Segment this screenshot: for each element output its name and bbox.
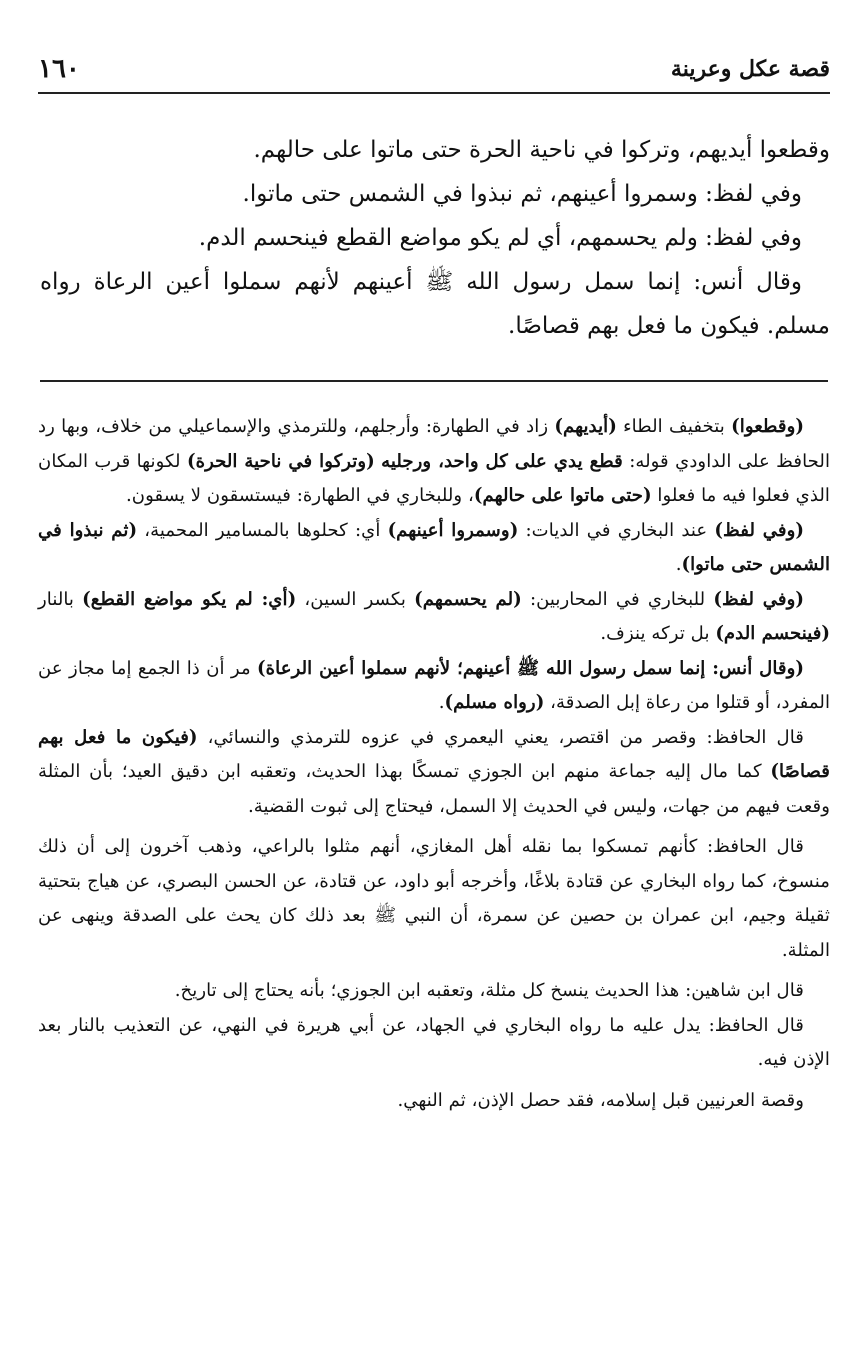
commentary-text: ، وللبخاري في الطهارة: فيستسقون لا يسقون.: [125, 485, 474, 506]
commentary-text: أي: كحلوها بالمسامير المحمية،: [137, 519, 388, 541]
quoted-term: (وقال أنس: إنما سمل رسول الله ﷺ أعينهم؛ لأنهم سملوا أعين الرعاة): [257, 657, 804, 679]
commentary-paragraph-8: قال الحافظ: يدل عليه ما رواه البخاري في الجهاد، عن أبي هريرة في النهي، عن التعذيب بالنار بعد الإذن فيه.: [38, 1014, 830, 1070]
main-paragraph-1: وقطعوا أيديهم، وتركوا في ناحية الحرة حتى ماتوا على حالهم.: [253, 137, 830, 163]
commentary-text: للبخاري في المحاربين:: [521, 588, 714, 610]
quoted-term: (وفي لفظ): [714, 519, 805, 541]
commentary-paragraph-2: [38, 514, 830, 583]
commentary-text: قال الحافظ: وقصر من اقتصر، يعني اليعمري في عزوه للترمذي والنسائي،: [197, 726, 804, 748]
quoted-term: (أي: لم يكو مواضع القطع): [82, 588, 297, 610]
page-number: ١٦٠: [38, 54, 80, 84]
commentary: [38, 410, 830, 1118]
commentary-paragraph-9: وقصة العرنيين قبل إسلامه، فقد حصل الإذن، ثم النهي.: [397, 1089, 804, 1111]
commentary-text: عند البخاري في الديات:: [518, 519, 715, 541]
commentary-text: مر أن ذا الجمع إما مجاز عن المفرد، أو قتلوا من رعاة إبل الصدقة،: [38, 657, 830, 713]
main-text: [40, 128, 830, 348]
commentary-text: .: [675, 554, 682, 575]
header-rule: [38, 92, 830, 94]
quoted-term: قطع يدي على كل واحد، ورجليه: [381, 450, 623, 472]
commentary-text: بالنار: [38, 588, 83, 610]
commentary-paragraph-7: قال ابن شاهين: هذا الحديث ينسخ كل مثلة، وتعقبه ابن الجوزي؛ بأنه يحتاج إلى تاريخ.: [174, 980, 804, 1001]
commentary-text: لكونها قرب المكان الذي فعلوا فيه ما فعلوا: [38, 450, 830, 506]
commentary-paragraph-3: [38, 583, 830, 652]
quoted-term: (ثم نبذوا في الشمس حتى ماتوا): [38, 519, 830, 575]
commentary-text: بتخفيف الطاء: [616, 416, 732, 437]
commentary-paragraph-1: [38, 410, 830, 514]
commentary-paragraph-4: [38, 652, 830, 721]
quoted-term: (لم يحسمهم): [414, 588, 522, 610]
main-paragraph-3: وفي لفظ: ولم يحسمهم، أي لم يكو مواضع القطع فينحسم الدم.: [198, 225, 802, 251]
commentary-text: كما مال إليه جماعة منهم ابن الجوزي تمسكًا بهذا الحديث، وتعقبه ابن دقيق العيد؛ بأن المثلة وقعت فيهم من جهات، وليس في الحديث إلا السمل، فيحتاج إلى ثبوت القضية.: [38, 761, 830, 817]
quoted-term: (رواه مسلم): [444, 692, 545, 713]
page-header: [38, 50, 830, 88]
commentary-text: .: [438, 692, 445, 713]
quoted-term: (وسمروا أعينهم): [387, 519, 519, 541]
main-paragraph-4: وقال أنس: إنما سمل رسول الله ﷺ أعينهم لأنهم سملوا أعين الرعاة رواه مسلم. فيكون ما فعل بهم قصاصًا.: [40, 269, 830, 339]
quoted-term: (وتركوا في ناحية الحرة): [186, 450, 375, 472]
quoted-term: (وفي لفظ): [713, 588, 805, 610]
running-title: قصة عكل وعرينة: [670, 56, 830, 82]
quoted-term: (فينحسم الدم): [715, 623, 830, 644]
main-paragraph-2: وفي لفظ: وسمروا أعينهم، ثم نبذوا في الشمس حتى ماتوا.: [242, 181, 802, 207]
commentary-text: زاد في الطهارة: وأرجلهم، وللترمذي والإسماعيلي من خلاف، وبها رد الحافظ على الداودي قوله:: [38, 416, 830, 472]
quoted-term: (وقطعوا): [731, 416, 804, 437]
commentary-paragraph-5: [38, 721, 830, 825]
commentary-text: بل تركه ينزف.: [600, 623, 716, 644]
quoted-term: (أيديهم): [554, 416, 617, 437]
commentary-text: بكسر السين،: [296, 588, 415, 610]
commentary-paragraph-6: قال الحافظ: كأنهم تمسكوا بما نقله أهل المغازي، أنهم مثلوا بالراعي، وذهب آخرون إلى أن ذلك منسوخ، كما رواه البخاري عن قتادة بلاغًا، وأخرجه أبو داود، عن قتادة، عن الحسن البصري، عن هياج بتحتية ثقيلة وجيم، ابن عمران بن حصين عن سمرة، أن النبي ﷺ بعد ذلك كان يحث على الصدقة وينهى عن المثلة.: [38, 836, 830, 961]
quoted-term: (فيكون ما فعل بهم قصاصًا): [38, 726, 830, 782]
quoted-term: (حتى ماتوا على حالهم): [473, 485, 652, 506]
commentary-separator: [40, 380, 828, 382]
